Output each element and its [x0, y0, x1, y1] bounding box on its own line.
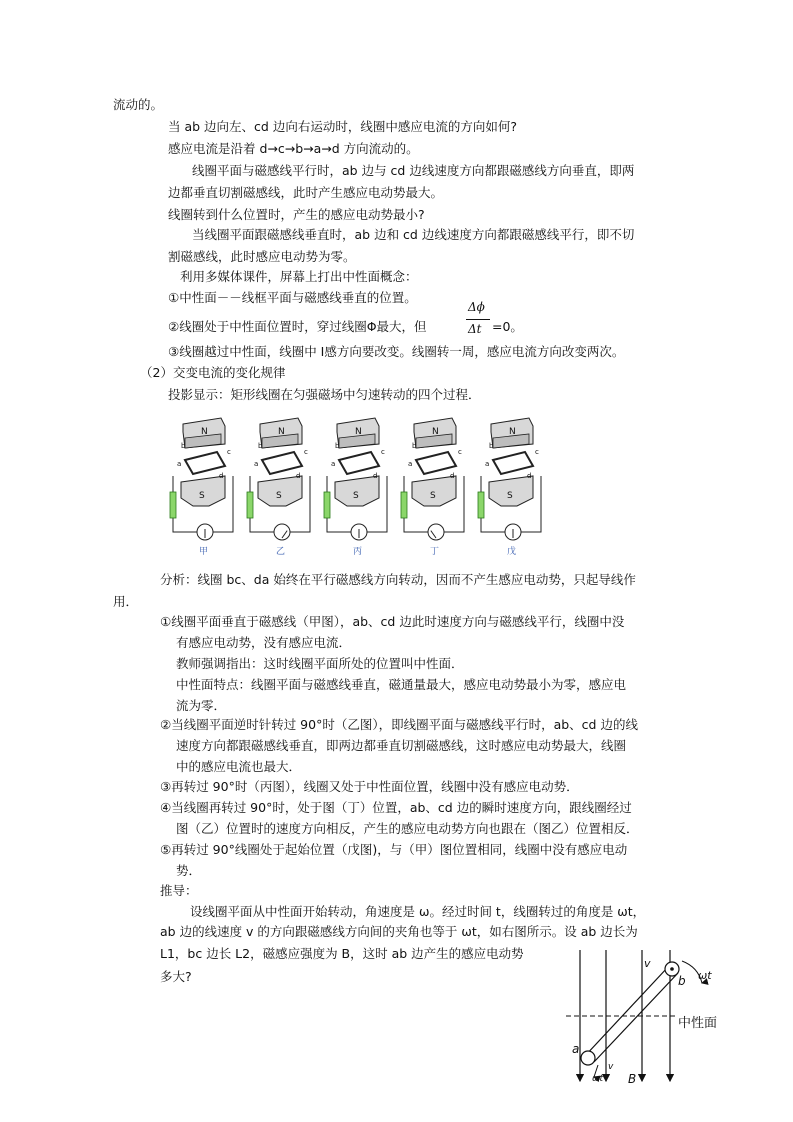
corner-label: d: [219, 472, 224, 480]
text-line: 边都垂直切割磁感线，此时产生感应电动势最大。: [168, 185, 444, 200]
point-line: 有感应电动势，没有感应电流．: [176, 635, 352, 650]
fraction-numerator: Δϕ: [468, 300, 485, 314]
neutral-plane-label: 中性面: [678, 1016, 718, 1031]
question-line: 线圈转到什么位置时，产生的感应电动势最小?: [168, 207, 425, 222]
label-v-top: v: [644, 957, 651, 970]
pole-n-label: N: [201, 427, 208, 437]
panel-caption: 乙: [276, 547, 286, 557]
corner-label: a: [177, 460, 182, 468]
point-line: ①线圈平面垂直于磁感线（甲图），ab、cd 边此时速度方向与磁感线平行，线圈中没: [160, 614, 625, 629]
text-line: 当线圈平面跟磁感线垂直时，ab 边和 cd 边线速度方向都跟磁感线平行，即不切: [192, 227, 635, 242]
analysis-line: 用．: [113, 594, 139, 609]
derivation-line: ab 边的线速度 v 的方向跟磁感线方向间的夹角也等于 ωt，如右图所示。设 ab 边长为: [160, 924, 638, 939]
answer-line: 感应电流是沿着 d→c→b→a→d 方向流动的。: [168, 141, 419, 156]
generator-panel: [324, 418, 387, 557]
corner-label: c: [227, 448, 231, 456]
pole-s-label: S: [507, 491, 513, 501]
resistor: [324, 492, 330, 518]
point-line: 中性面特点：线圈平面与磁感线垂直，磁通量最大，感应电动势最小为零，感应电: [176, 677, 627, 692]
panel-caption: 戊: [507, 547, 517, 557]
side-a-circle: [581, 1051, 595, 1065]
text-line: 利用多媒体课件，屏幕上打出中性面概念：: [180, 269, 418, 284]
point-line: 图（乙）位置时的速度方向相反，产生的感应电动势方向也跟在（图乙）位置相反．: [176, 821, 639, 836]
generator-figure: [163, 408, 543, 558]
fraction-bar: [466, 319, 490, 320]
text-line: 割磁感线，此时感应电动势为零。: [168, 249, 356, 264]
analysis-line: 分析：线圈 bc、da 始终在平行磁感线方向转动，因而不产生感应电动势，只起导线作: [160, 572, 636, 587]
section-heading: （2）交变电流的变化规律: [140, 365, 286, 380]
point-line: 教师强调指出：这时线圈平面所处的位置叫中性面．: [176, 656, 464, 671]
generator-panel: [401, 418, 464, 557]
corner-label: a: [485, 460, 490, 468]
text-line: 流动的。: [113, 97, 164, 112]
label-B: B: [628, 1072, 637, 1086]
pole-s-label: S: [276, 491, 282, 501]
corner-label: b: [489, 442, 494, 450]
corner-label: b: [181, 442, 186, 450]
corner-label: c: [304, 448, 308, 456]
corner-label: c: [381, 448, 385, 456]
resistor: [170, 492, 176, 518]
definition-line: ③线圈越过中性面，线圈中 I感方向要改变。线圈转一周，感应电流方向改变两次。: [168, 344, 625, 359]
resistor: [478, 492, 484, 518]
generator-panel: [170, 418, 233, 557]
point-line: 中的感应电流也最大．: [176, 759, 302, 774]
point-line: 流为零．: [176, 698, 227, 713]
corner-label: b: [412, 442, 417, 450]
corner-label: a: [331, 460, 336, 468]
corner-label: d: [373, 472, 378, 480]
derivation-line: 多大?: [160, 969, 192, 984]
fraction-denominator: Δt: [468, 322, 482, 336]
point-line: ②当线圈平面逆时针转过 90°时（乙图），即线圈平面与磁感线平行时，ab、cd 边的线: [160, 717, 638, 732]
rotation-diagram: [558, 945, 738, 1090]
point-line: ⑤再转过 90°线圈处于起始位置（戊图)，与（甲）图位置相同，线圈中没有感应电动: [160, 842, 628, 857]
pole-n-label: N: [278, 427, 285, 437]
label-a: a: [572, 1042, 580, 1056]
corner-label: c: [458, 448, 462, 456]
pole-n-label: N: [355, 427, 362, 437]
corner-label: d: [527, 472, 532, 480]
corner-label: d: [450, 472, 455, 480]
generator-panel: [478, 418, 541, 557]
corner-label: a: [408, 460, 413, 468]
resistor: [247, 492, 253, 518]
pole-s-label: S: [199, 491, 205, 501]
point-line: 势．: [176, 863, 202, 878]
panel-caption: 丙: [353, 547, 363, 557]
pole-n-label: N: [432, 427, 439, 437]
label-wt-top: ωt: [698, 969, 712, 982]
corner-label: a: [254, 460, 259, 468]
label-b: b: [678, 974, 686, 988]
question-line: 当 ab 边向左、cd 边向右运动时，线圈中感应电流的方向如何?: [168, 119, 517, 134]
corner-label: c: [535, 448, 539, 456]
generator-panel: [247, 418, 310, 557]
corner-label: b: [258, 442, 263, 450]
label-wt-bottom: ωt: [592, 1074, 604, 1084]
text-line: 线圈平面与磁感线平行时，ab 边与 cd 边线速度方向都跟磁感线方向垂直，即两: [192, 163, 635, 178]
label-v-bottom: v: [608, 1062, 614, 1072]
panel-caption: 丁: [430, 547, 440, 557]
point-line: ④当线圈再转过 90°时，处于图（丁）位置，ab、cd 边的瞬时速度方向，跟线圈经过: [160, 800, 632, 815]
text-line: =0。: [492, 319, 523, 334]
text-line: 投影显示：矩形线圈在匀强磁场中匀速转动的四个过程．: [168, 387, 481, 402]
definition-line: ①中性面－－线框平面与磁感线垂直的位置。: [168, 290, 417, 305]
corner-label: b: [335, 442, 340, 450]
derivation-line: L1，bc 边长 L2，磁感应强度为 B，这时 ab 边产生的感应电动势: [160, 946, 524, 961]
derivation-heading: 推导：: [160, 883, 198, 898]
pole-n-label: N: [509, 427, 516, 437]
pole-s-label: S: [430, 491, 436, 501]
derivation-line: 设线圈平面从中性面开始转动，角速度是 ω。经过时间 t，线圈转过的角度是 ωt，: [190, 904, 646, 919]
panel-caption: 甲: [199, 547, 209, 557]
definition-line: ②线圈处于中性面位置时，穿过线圈Φ最大，但: [168, 319, 427, 334]
point-line: 速度方向都跟磁感线垂直，即两边都垂直切割磁感线，这时感应电动势最大，线圈: [176, 738, 627, 753]
corner-label: d: [296, 472, 301, 480]
pole-s-label: S: [353, 491, 359, 501]
resistor: [401, 492, 407, 518]
point-line: ③再转过 90°时（丙图），线圈又处于中性面位置，线圈中没有感应电动势．: [160, 779, 579, 794]
